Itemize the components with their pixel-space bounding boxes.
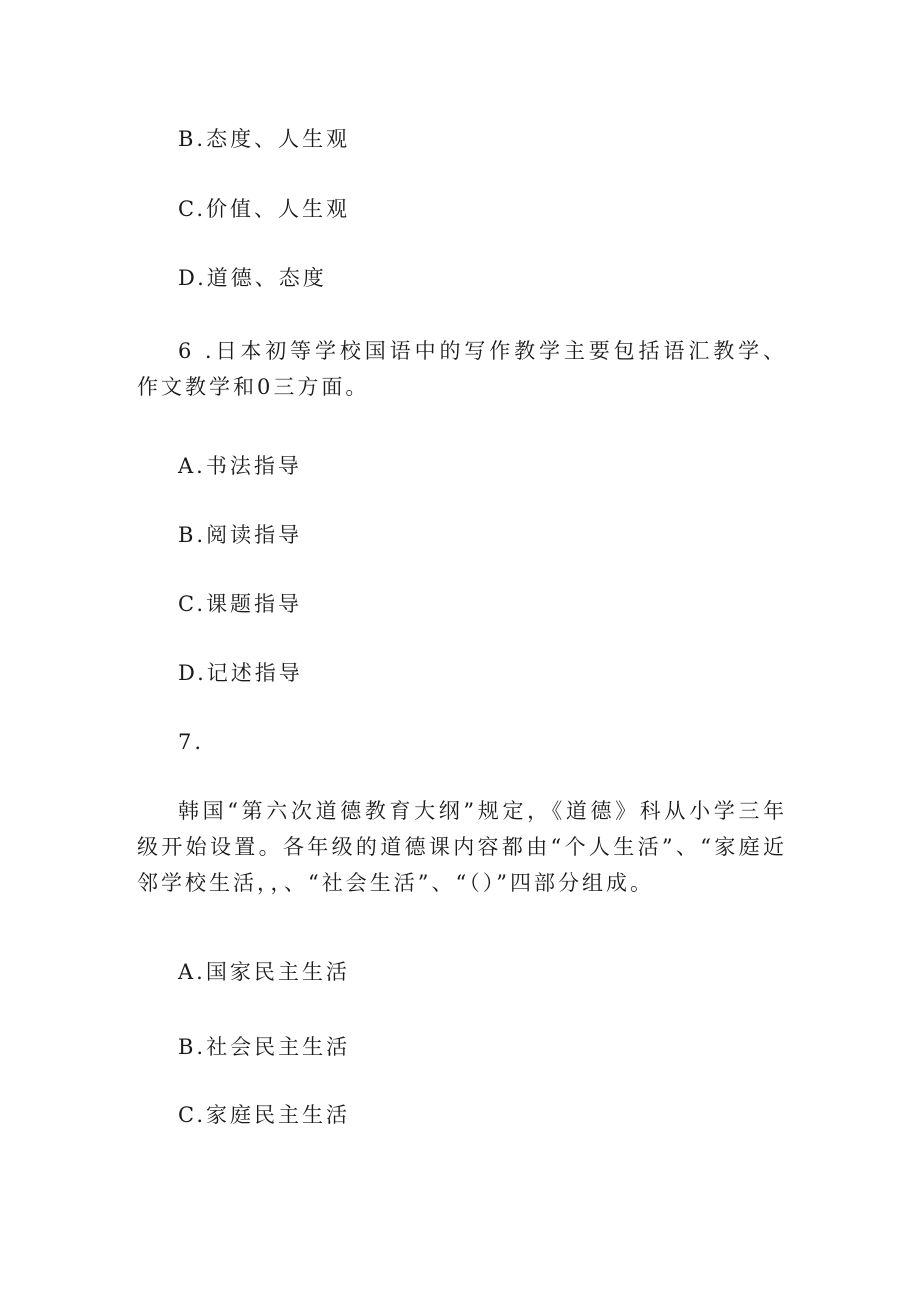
q7-option-b: B.社会民主生活 bbox=[178, 1035, 351, 1059]
q5-option-b: B.态度、人生观 bbox=[178, 127, 351, 151]
q6-option-a: A.书法指导 bbox=[178, 454, 302, 478]
q5-option-c: C.价值、人生观 bbox=[178, 197, 350, 221]
q6-option-d: D.记述指导 bbox=[178, 661, 303, 685]
q7-stem: 韩国“第六次道德教育大纲”规定，《道德》科从小学三年级开始设置。各年级的道德课内容都由“个人生活”、“家庭近邻学校生活，，、“社会生活”、“（）”四部分组成。 bbox=[137, 799, 787, 895]
q6-stem: 6 .日本初等学校国语中的写作教学主要包括语汇教学、作文教学和0三方面。 bbox=[137, 339, 787, 399]
q7-option-c: C.家庭民主生活 bbox=[178, 1103, 350, 1127]
q6-option-c: C.课题指导 bbox=[178, 592, 302, 616]
q5-option-d: D.道德、态度 bbox=[178, 266, 327, 290]
q7-option-a: A.国家民主生活 bbox=[178, 960, 350, 984]
q7-number: 7. bbox=[178, 730, 205, 754]
q6-option-b: B.阅读指导 bbox=[178, 523, 303, 547]
